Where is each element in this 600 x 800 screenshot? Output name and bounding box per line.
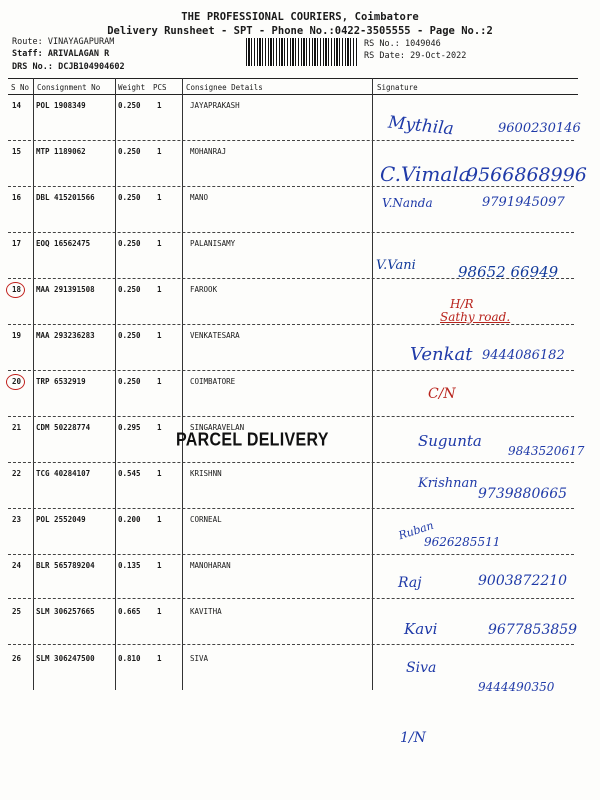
row-sno: 23: [12, 515, 22, 524]
row-consignment: TRP 6532919: [36, 377, 86, 386]
red-circle-mark: [6, 374, 25, 390]
row-pcs: 1: [157, 654, 162, 663]
row-consignee: SINGARAVELAN: [190, 423, 245, 432]
handwritten-phone: 9600230146: [498, 121, 581, 136]
row-sno: 20: [12, 377, 22, 386]
row-weight: 0.250: [118, 239, 141, 248]
staff-value: ARIVALAGAN R: [47, 49, 110, 59]
col-header-sno: S No: [11, 83, 30, 92]
handwritten-phone: 9444086182: [482, 348, 565, 363]
drs-line: [12, 62, 125, 72]
row-sno: 17: [12, 239, 22, 248]
handwritten-phone: 9444490350: [478, 680, 555, 694]
col-header-weight: Weight: [118, 83, 146, 92]
row-consignment: DBL 415201566: [36, 193, 95, 202]
row-weight: 0.250: [118, 101, 141, 110]
row-consignee: COIMBATORE: [190, 377, 236, 386]
table-header-rule: [8, 94, 578, 95]
rs-no-label: RS No.:: [364, 39, 400, 49]
row-pcs: 1: [157, 285, 162, 294]
company-title: THE PROFESSIONAL COURIERS, Coimbatore: [181, 11, 419, 23]
handwritten-signature: Ruban: [396, 518, 436, 543]
row-pcs: 1: [157, 331, 162, 340]
row-sno: 15: [12, 147, 22, 156]
row-weight: 0.665: [118, 607, 141, 616]
rs-date-label: RS Date:: [364, 51, 405, 61]
staff-line: [12, 49, 109, 59]
row-consignee: CORNEAL: [190, 515, 222, 524]
rs-date-value: 29-Oct-2022: [410, 51, 467, 61]
row-pcs: 1: [157, 607, 162, 616]
drs-value: DCJB104904602: [58, 62, 125, 72]
row-weight: 0.135: [118, 561, 141, 570]
handwritten-signature: V.Vani: [376, 258, 416, 273]
row-pcs: 1: [157, 561, 162, 570]
rs-no-line: [364, 39, 441, 49]
row-weight: 0.250: [118, 147, 141, 156]
route-label: Route:: [12, 37, 43, 47]
row-separator: [8, 508, 574, 509]
row-sno: 22: [12, 469, 22, 478]
barcode: [246, 38, 358, 66]
row-separator: [8, 324, 574, 325]
row-separator: [8, 416, 574, 417]
table-top-rule: [8, 78, 578, 79]
row-separator: [8, 370, 574, 371]
row-weight: 0.545: [118, 469, 141, 478]
row-consignment: MTP 1189062: [36, 147, 86, 156]
row-consignee: JAYAPRAKASH: [190, 101, 240, 110]
handwritten-phone: 9626285511: [424, 535, 501, 549]
handwritten-signature: Siva: [406, 660, 437, 676]
row-sno: 14: [12, 101, 22, 110]
row-separator: [8, 462, 574, 463]
row-consignment: POL 1908349: [36, 101, 86, 110]
row-consignee: MANO: [190, 193, 209, 202]
rs-date-line: [364, 51, 466, 61]
row-consignee: FAROOK: [190, 285, 218, 294]
row-sno: 25: [12, 607, 22, 616]
route-value: VINAYAGAPURAM: [47, 37, 115, 47]
red-circle-mark: [6, 282, 25, 298]
row-weight: 0.250: [118, 285, 141, 294]
row-weight: 0.810: [118, 654, 141, 663]
row-consignee: MOHANRAJ: [190, 147, 227, 156]
drs-label: DRS No.:: [12, 62, 53, 72]
handwritten-note: Sathy road.: [440, 310, 511, 324]
row-separator: [8, 598, 574, 599]
row-sno: 26: [12, 654, 22, 663]
col-header-signature: Signature: [377, 83, 418, 92]
col-header-consignee: Consignee Details: [186, 83, 263, 92]
handwritten-note: C/N: [428, 386, 456, 402]
row-pcs: 1: [157, 147, 162, 156]
row-consignment: POL 2552049: [36, 515, 86, 524]
row-sno: 24: [12, 561, 22, 570]
handwritten-phone: 9566868996: [466, 164, 587, 186]
runsheet-title: Delivery Runsheet - SPT - Phone No.:0422-3505555 - Page No.:2: [107, 25, 493, 37]
row-consignment: TCG 40284107: [36, 469, 91, 478]
handwritten-signature: Krishnan: [418, 476, 478, 491]
row-pcs: 1: [157, 515, 162, 524]
handwritten-phone: 98652 66949: [458, 263, 559, 281]
row-weight: 0.250: [118, 377, 141, 386]
row-separator: [8, 186, 574, 187]
row-consignment: CDM 50228774: [36, 423, 91, 432]
row-sno: 18: [12, 285, 22, 294]
row-weight: 0.250: [118, 193, 141, 202]
row-consignee: SIVA: [190, 654, 209, 663]
row-separator: [8, 232, 574, 233]
row-consignment: MAA 293236283: [36, 331, 95, 340]
staff-label: Staff:: [12, 49, 43, 59]
rs-no-value: 1049046: [404, 39, 441, 49]
row-consignee: VENKATESARA: [190, 331, 240, 340]
handwritten-signature: V.Nanda: [382, 196, 433, 210]
row-consignment: MAA 291391508: [36, 285, 95, 294]
row-consignee: KRISHNN: [190, 469, 222, 478]
handwritten-phone: 9739880665: [478, 486, 568, 502]
row-pcs: 1: [157, 423, 162, 432]
handwritten-phone: 9003872210: [478, 573, 568, 589]
row-pcs: 1: [157, 239, 162, 248]
handwritten-signature: Sugunta: [418, 432, 482, 450]
row-weight: 0.250: [118, 331, 141, 340]
handwritten-signature: Venkat: [410, 344, 473, 365]
handwritten-signature: Mythila: [387, 112, 455, 140]
row-pcs: 1: [157, 101, 162, 110]
row-consignee: PALANISAMY: [190, 239, 236, 248]
handwritten-note: 1/N: [400, 730, 426, 746]
row-sno: 21: [12, 423, 22, 432]
row-sno: 19: [12, 331, 22, 340]
col-header-consignment: Consignment No: [37, 83, 101, 92]
handwritten-signature: C.Vimala: [380, 162, 471, 186]
row-consignment: SLM 306247500: [36, 654, 95, 663]
row-consignment: EOQ 16562475: [36, 239, 91, 248]
handwritten-phone: 9791945097: [482, 195, 565, 210]
row-weight: 0.200: [118, 515, 141, 524]
row-weight: 0.295: [118, 423, 141, 432]
col-header-pcs: PCS: [153, 83, 167, 92]
row-pcs: 1: [157, 377, 162, 386]
handwritten-signature: Raj: [398, 575, 422, 591]
row-separator: [8, 140, 574, 141]
parcel-delivery-stamp: PARCEL DELIVERY: [176, 430, 329, 451]
row-separator: [8, 644, 574, 645]
row-consignee: MANOHARAN: [190, 561, 231, 570]
row-consignment: SLM 306257665: [36, 607, 95, 616]
row-separator: [8, 554, 574, 555]
row-consignee: KAVITHA: [190, 607, 222, 616]
handwritten-phone: 9843520617: [508, 444, 585, 458]
row-sno: 16: [12, 193, 22, 202]
handwritten-signature: Kavi: [404, 620, 438, 638]
row-pcs: 1: [157, 193, 162, 202]
route-line: [12, 37, 114, 47]
row-consignment: BLR 565789204: [36, 561, 95, 570]
handwritten-note: H/R: [450, 297, 474, 311]
row-pcs: 1: [157, 469, 162, 478]
handwritten-phone: 9677853859: [488, 622, 578, 638]
